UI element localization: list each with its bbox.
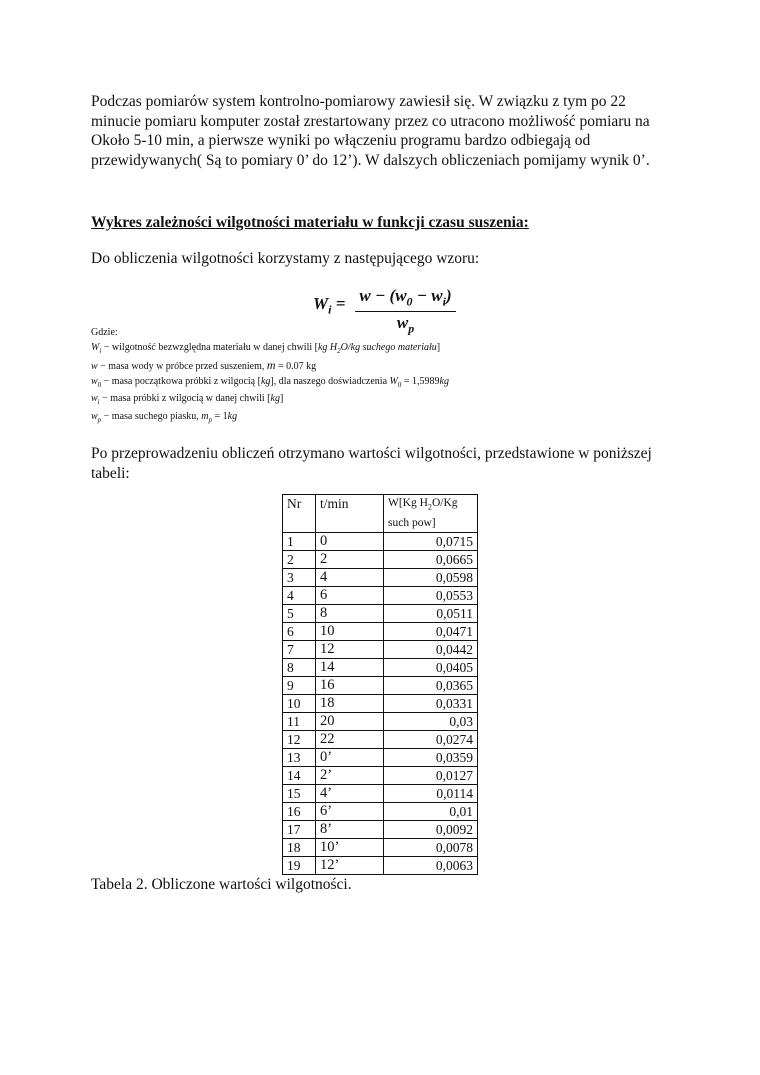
- row-number-cell: 17: [283, 821, 316, 839]
- time-cell: 10’: [316, 839, 384, 857]
- time-cell: 6: [316, 587, 384, 605]
- time-cell: 12’: [316, 857, 384, 875]
- table-row: [283, 677, 478, 695]
- row-number-cell: 1: [283, 533, 316, 551]
- time-cell: 0: [316, 533, 384, 551]
- table-row: [283, 623, 478, 641]
- table-row: [283, 587, 478, 605]
- table-row: [283, 821, 478, 839]
- time-cell: 6’: [316, 803, 384, 821]
- row-number-cell: 11: [283, 713, 316, 731]
- moisture-cell: 0,0598: [384, 569, 478, 587]
- moisture-cell: 0,0665: [384, 551, 478, 569]
- table-row: [283, 713, 478, 731]
- table-row: [283, 641, 478, 659]
- row-number-cell: 3: [283, 569, 316, 587]
- intro-line: Około 5-10 min, a pierwsze wyniki po włączeniu programu bardzo odbiegają od: [91, 132, 591, 149]
- formula-denominator: $w_p$: [396, 313, 415, 336]
- table-row: [283, 803, 478, 821]
- row-number-cell: 8: [283, 659, 316, 677]
- intro-line: przewidywanych( Są to pomiary 0’ do 12’). W dalszych obliczeniach pomijamy wynik 0’.: [91, 151, 650, 169]
- definition-wi: $W_i$ − wilgotność bezwzględna materiału w danej chwili [kg $H_2O/kg$ suchego materiału]: [91, 341, 441, 355]
- time-cell: 18: [316, 695, 384, 713]
- header-time: t/min: [316, 495, 384, 533]
- row-number-cell: 15: [283, 785, 316, 803]
- time-cell: 16: [316, 677, 384, 695]
- results-intro: [91, 444, 671, 483]
- row-number-cell: 12: [283, 731, 316, 749]
- moisture-cell: 0,0274: [384, 731, 478, 749]
- definitions-label: Gdzie:: [91, 327, 118, 338]
- moisture-cell: 0,0092: [384, 821, 478, 839]
- time-cell: 8: [316, 605, 384, 623]
- row-number-cell: 18: [283, 839, 316, 857]
- table-header-row: [283, 495, 478, 533]
- time-cell: 10: [316, 623, 384, 641]
- table-row: [283, 767, 478, 785]
- section-heading: Wykres zależności wilgotności materiału w funkcji czasu suszenia:: [91, 214, 529, 231]
- definition-w: w − masa wody w próbce przed suszeniem, m = 0.07 kg: [91, 358, 317, 372]
- moisture-cell: 0,0078: [384, 839, 478, 857]
- moisture-cell: 0,0331: [384, 695, 478, 713]
- moisture-cell: 0,0114: [384, 785, 478, 803]
- symbol-definitions: [91, 326, 449, 427]
- table-row: [283, 857, 478, 875]
- table-row: [283, 695, 478, 713]
- intro-line: Podczas pomiarów system kontrolno-pomiarowy zawiesił się. W związku z tym po 22: [91, 93, 626, 110]
- definition-wp: $w_p$ − masa suchego piasku, $m_p = 1kg$: [91, 410, 238, 424]
- time-cell: 14: [316, 659, 384, 677]
- moisture-table: [282, 494, 478, 875]
- moisture-cell: 0,0715: [384, 533, 478, 551]
- time-cell: 12: [316, 641, 384, 659]
- results-intro-line: tabeli:: [91, 464, 130, 482]
- row-number-cell: 9: [283, 677, 316, 695]
- intro-line: minucie pomiaru komputer został zrestartowany przez co utracono możliwość pomiaru na: [91, 112, 650, 130]
- formula-lhs: $W_i$ =: [313, 294, 346, 317]
- moisture-cell: 0,0405: [384, 659, 478, 677]
- time-cell: 2’: [316, 767, 384, 785]
- definition-w0: $w_0$ − masa początkowa próbki z wilgocią [kg], dla naszego doświadczenia $W_0 = 1,5989kg$: [91, 375, 449, 389]
- row-number-cell: 5: [283, 605, 316, 623]
- table-row: [283, 605, 478, 623]
- time-cell: 20: [316, 713, 384, 731]
- table-row: [283, 659, 478, 677]
- table-row: [283, 551, 478, 569]
- row-number-cell: 19: [283, 857, 316, 875]
- time-cell: 0’: [316, 749, 384, 767]
- moisture-cell: 0,0471: [384, 623, 478, 641]
- moisture-cell: 0,03: [384, 713, 478, 731]
- time-cell: 2: [316, 551, 384, 569]
- moisture-cell: 0,0511: [384, 605, 478, 623]
- table-row: [283, 731, 478, 749]
- formula-intro: Do obliczenia wilgotności korzystamy z następującego wzoru:: [91, 250, 480, 267]
- row-number-cell: 10: [283, 695, 316, 713]
- row-number-cell: 2: [283, 551, 316, 569]
- table-row: [283, 785, 478, 803]
- row-number-cell: 14: [283, 767, 316, 785]
- moisture-cell: 0,0063: [384, 857, 478, 875]
- time-cell: 22: [316, 731, 384, 749]
- header-moisture: W[Kg $H_2O/Kg$ such pow]: [384, 495, 478, 533]
- table-caption: Tabela 2. Obliczone wartości wilgotności.: [91, 876, 352, 893]
- moisture-cell: 0,0127: [384, 767, 478, 785]
- moisture-cell: 0,01: [384, 803, 478, 821]
- time-cell: 4’: [316, 785, 384, 803]
- table-body: [283, 533, 478, 875]
- row-number-cell: 6: [283, 623, 316, 641]
- table-row: [283, 533, 478, 551]
- formula-numerator: $w - (w_0 - w_i)$: [359, 286, 452, 309]
- header-nr: Nr: [283, 495, 316, 533]
- moisture-cell: 0,0359: [384, 749, 478, 767]
- row-number-cell: 16: [283, 803, 316, 821]
- time-cell: 4: [316, 569, 384, 587]
- moisture-cell: 0,0365: [384, 677, 478, 695]
- definition-wi-mass: $w_i$ − masa próbki z wilgocią w danej chwili [kg]: [91, 393, 284, 406]
- moisture-cell: 0,0553: [384, 587, 478, 605]
- table-row: [283, 749, 478, 767]
- time-cell: 8’: [316, 821, 384, 839]
- row-number-cell: 4: [283, 587, 316, 605]
- row-number-cell: 13: [283, 749, 316, 767]
- table-row: [283, 839, 478, 857]
- moisture-cell: 0,0442: [384, 641, 478, 659]
- table-row: [283, 569, 478, 587]
- intro-paragraph: [91, 92, 671, 170]
- row-number-cell: 7: [283, 641, 316, 659]
- results-intro-line: Po przeprowadzeniu obliczeń otrzymano wartości wilgotności, przedstawione w poniższej: [91, 445, 652, 462]
